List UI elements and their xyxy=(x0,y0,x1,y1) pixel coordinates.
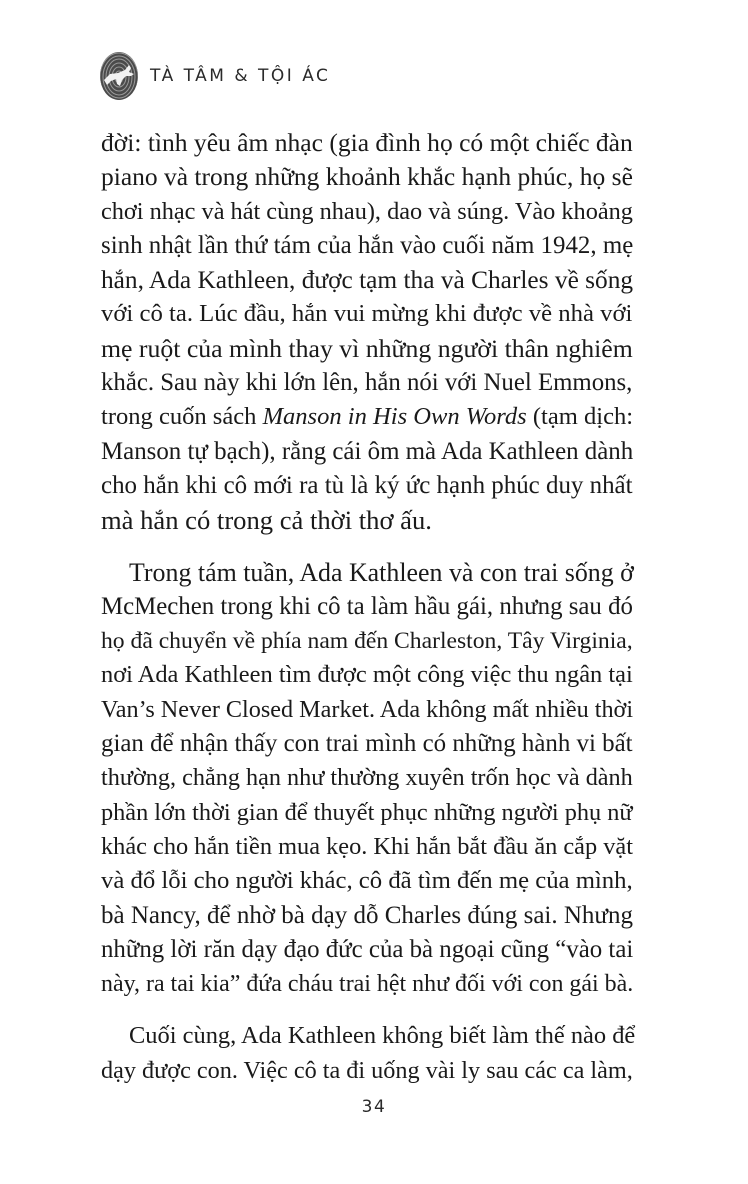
text-line: khác cho hắn tiền mua kẹo. Khi hắn bắt đầu ăn cắp vặt xyxy=(101,832,633,860)
text-line: khắc. Sau này khi lớn lên, hắn nói với Nuel Emmons, xyxy=(101,369,633,397)
text-line: piano và trong những khoảnh khắc hạnh phúc, họ sẽ xyxy=(101,162,633,192)
text-run: (tạm dịch: xyxy=(526,403,634,431)
text-line: McMechen trong khi cô ta làm hầu gái, nhưng sau đó xyxy=(101,592,633,620)
text-line: và đổ lỗi cho người khác, cô đã tìm đến mẹ của mình, xyxy=(101,867,633,895)
paragraph xyxy=(101,1019,636,1088)
text-line: hắn, Ada Kathleen, được tạm tha và Charles về sống xyxy=(101,266,634,295)
fingerprint-dog-icon xyxy=(98,50,140,102)
text-line: những lời răn dạy đạo đức của bà ngoại cũng “vào tai xyxy=(101,935,634,963)
text-line: đời: tình yêu âm nhạc (gia đình họ có một chiếc đàn xyxy=(101,128,633,157)
text-line: gian để nhận thấy con trai mình có những hành vi bất xyxy=(101,730,633,758)
text-line: phần lớn thời gian để thuyết phục những người phụ nữ xyxy=(101,798,633,826)
page-number: 34 xyxy=(361,1097,387,1117)
text-line: họ đã chuyển về phía nam đến Charleston, Tây Virginia, xyxy=(101,628,633,655)
text-line xyxy=(101,400,633,434)
text-run: trong cuốn sách xyxy=(101,403,263,431)
text-line: mẹ ruột của mình thay vì những người thân nghiêm xyxy=(101,333,633,363)
text-run: Trong tám tuần, Ada Kathleen và con trai sống ở xyxy=(129,557,634,587)
text-line xyxy=(101,556,633,590)
book-title-italic: Manson in His Own Words xyxy=(262,403,527,431)
page-body xyxy=(101,126,636,1088)
text-line: sinh nhật lần thứ tám của hắn vào cuối năm 1942, mẹ xyxy=(101,231,634,259)
book-title: TÀ TÂM & TỘI ÁC xyxy=(150,66,331,86)
running-header xyxy=(98,50,330,102)
text-line: mà hắn có trong cả thời thơ ấu. xyxy=(101,505,432,536)
text-line: này, ra tai kia” đứa cháu trai hệt như đối với con gái bà. xyxy=(101,971,634,998)
paragraph xyxy=(101,126,633,538)
text-line: Van’s Never Closed Market. Ada không mất nhiều thời xyxy=(101,695,634,723)
paragraph xyxy=(101,556,633,1002)
text-line xyxy=(101,1019,636,1053)
text-line: thường, chẳng hạn như thường xuyên trốn học và dành xyxy=(101,764,633,792)
text-line: bà Nancy, để nhờ bà dạy dỗ Charles đúng sai. Nhưng xyxy=(101,901,633,929)
text-line: nơi Ada Kathleen tìm được một công việc thu ngân tại xyxy=(101,661,633,689)
text-line: chơi nhạc và hát cùng nhau), dao và súng. Vào khoảng xyxy=(101,197,633,225)
text-line: cho hắn khi cô mới ra tù là ký ức hạnh phúc duy nhất xyxy=(101,471,633,499)
text-line: với cô ta. Lúc đầu, hắn vui mừng khi được về nhà với xyxy=(101,300,633,328)
text-run: Cuối cùng, Ada Kathleen không biết làm thế nào để xyxy=(129,1022,636,1050)
text-line: Manson tự bạch), rằng cái ôm mà Ada Kathleen dành xyxy=(101,437,634,465)
text-line: dạy được con. Việc cô ta đi uống vài ly sau các ca làm, xyxy=(101,1056,633,1084)
